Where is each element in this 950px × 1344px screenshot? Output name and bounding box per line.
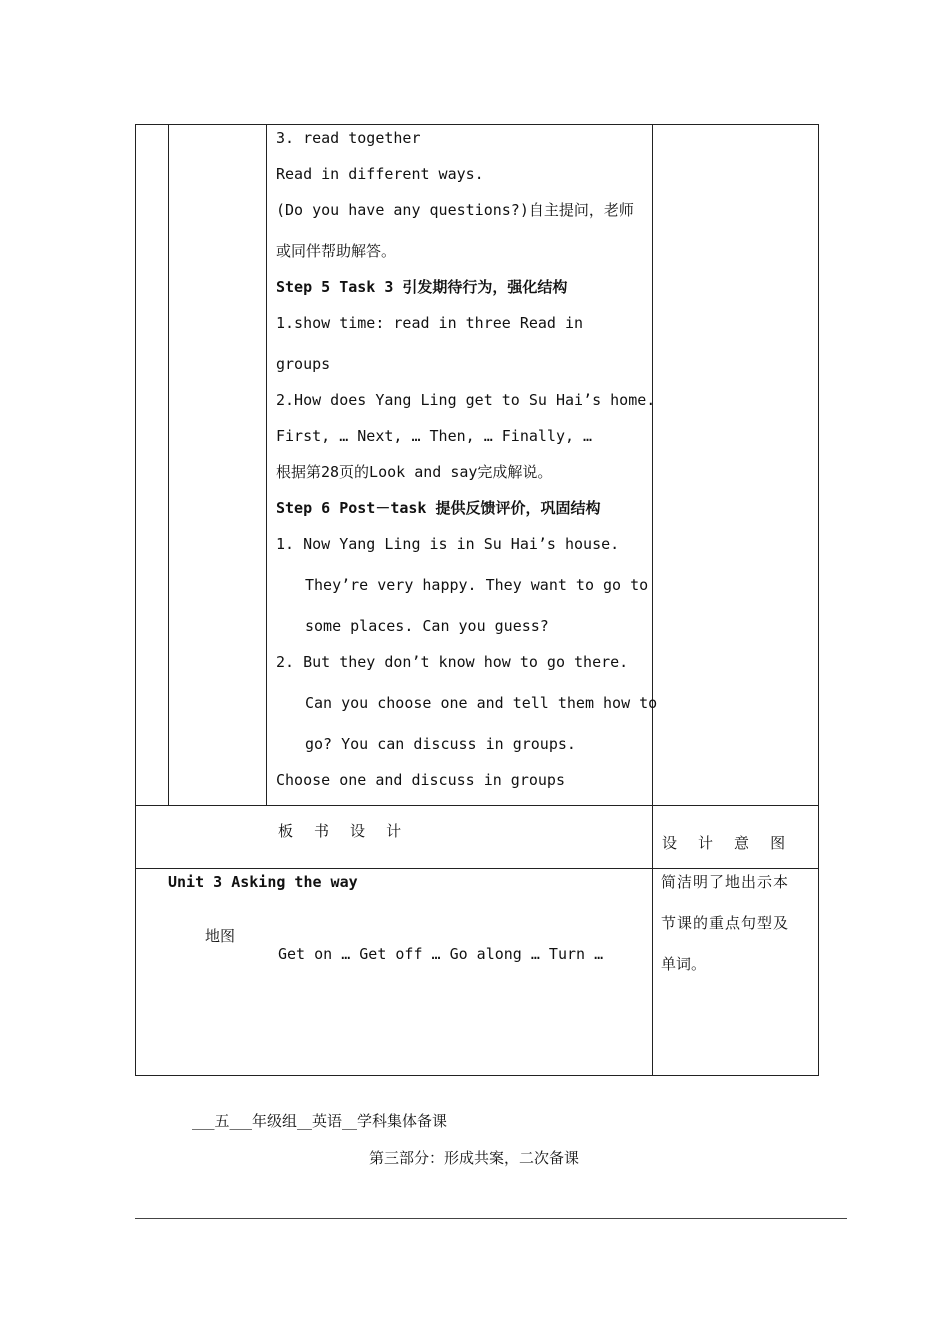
design-intent-line: 节课的重点句型及 xyxy=(661,914,790,932)
content-line: Can you choose one and tell them how to xyxy=(305,694,658,712)
content-line: 3. read together xyxy=(276,129,421,147)
content-line: 1. Now Yang Ling is in Su Hai’s house. xyxy=(276,535,620,553)
content-line: (Do you have any questions?)自主提问，老师 xyxy=(276,201,634,219)
column-divider-1 xyxy=(168,124,169,805)
group-line: ___五___年级组__英语__学科集体备课 xyxy=(192,1112,448,1130)
column-divider-2 xyxy=(266,124,267,805)
content-line: 2.How does Yang Ling get to Su Hai’s home. xyxy=(276,391,656,409)
content-line: First, … Next, … Then, … Finally, … xyxy=(276,427,593,445)
content-line: some places. Can you guess? xyxy=(305,617,549,635)
row-divider-1 xyxy=(135,805,819,806)
design-intent-heading: 设 计 意 图 xyxy=(662,834,786,852)
content-line: groups xyxy=(276,355,331,373)
content-line: 2. But they don’t know how to go there. xyxy=(276,653,629,671)
content-line: 根据第28页的Look and say完成解说。 xyxy=(276,463,553,481)
design-intent-line: 单词。 xyxy=(661,955,707,973)
content-line: go? You can discuss in groups. xyxy=(305,735,576,753)
bottom-rule xyxy=(135,1218,847,1219)
step-5-heading: Step 5 Task 3 引发期待行为，强化结构 xyxy=(276,278,568,296)
content-line: 1.show time: read in three Read in xyxy=(276,314,584,332)
content-line: They’re very happy. They want to go to xyxy=(305,576,649,594)
design-intent-line: 简洁明了地出示本 xyxy=(661,873,790,891)
table-top-border xyxy=(135,124,819,125)
table-bottom-border xyxy=(135,1075,819,1076)
content-line: 或同伴帮助解答。 xyxy=(276,242,397,260)
content-line: Read in different ways. xyxy=(276,165,484,183)
key-phrases: Get on … Get off … Go along … Turn … xyxy=(278,945,604,963)
board-design-heading: 板 书 设 计 xyxy=(278,822,402,840)
column-divider-3 xyxy=(652,124,653,1076)
map-label: 地图 xyxy=(205,927,236,945)
content-line: Choose one and discuss in groups xyxy=(276,771,565,789)
row-divider-2 xyxy=(135,868,819,869)
step-6-heading: Step 6 Post－task 提供反馈评价，巩固结构 xyxy=(276,499,601,517)
table-right-border xyxy=(818,124,819,1076)
table-left-border xyxy=(135,124,136,1076)
unit-title: Unit 3 Asking the way xyxy=(168,873,358,891)
part-title: 第三部分：形成共案，二次备课 xyxy=(369,1149,580,1167)
